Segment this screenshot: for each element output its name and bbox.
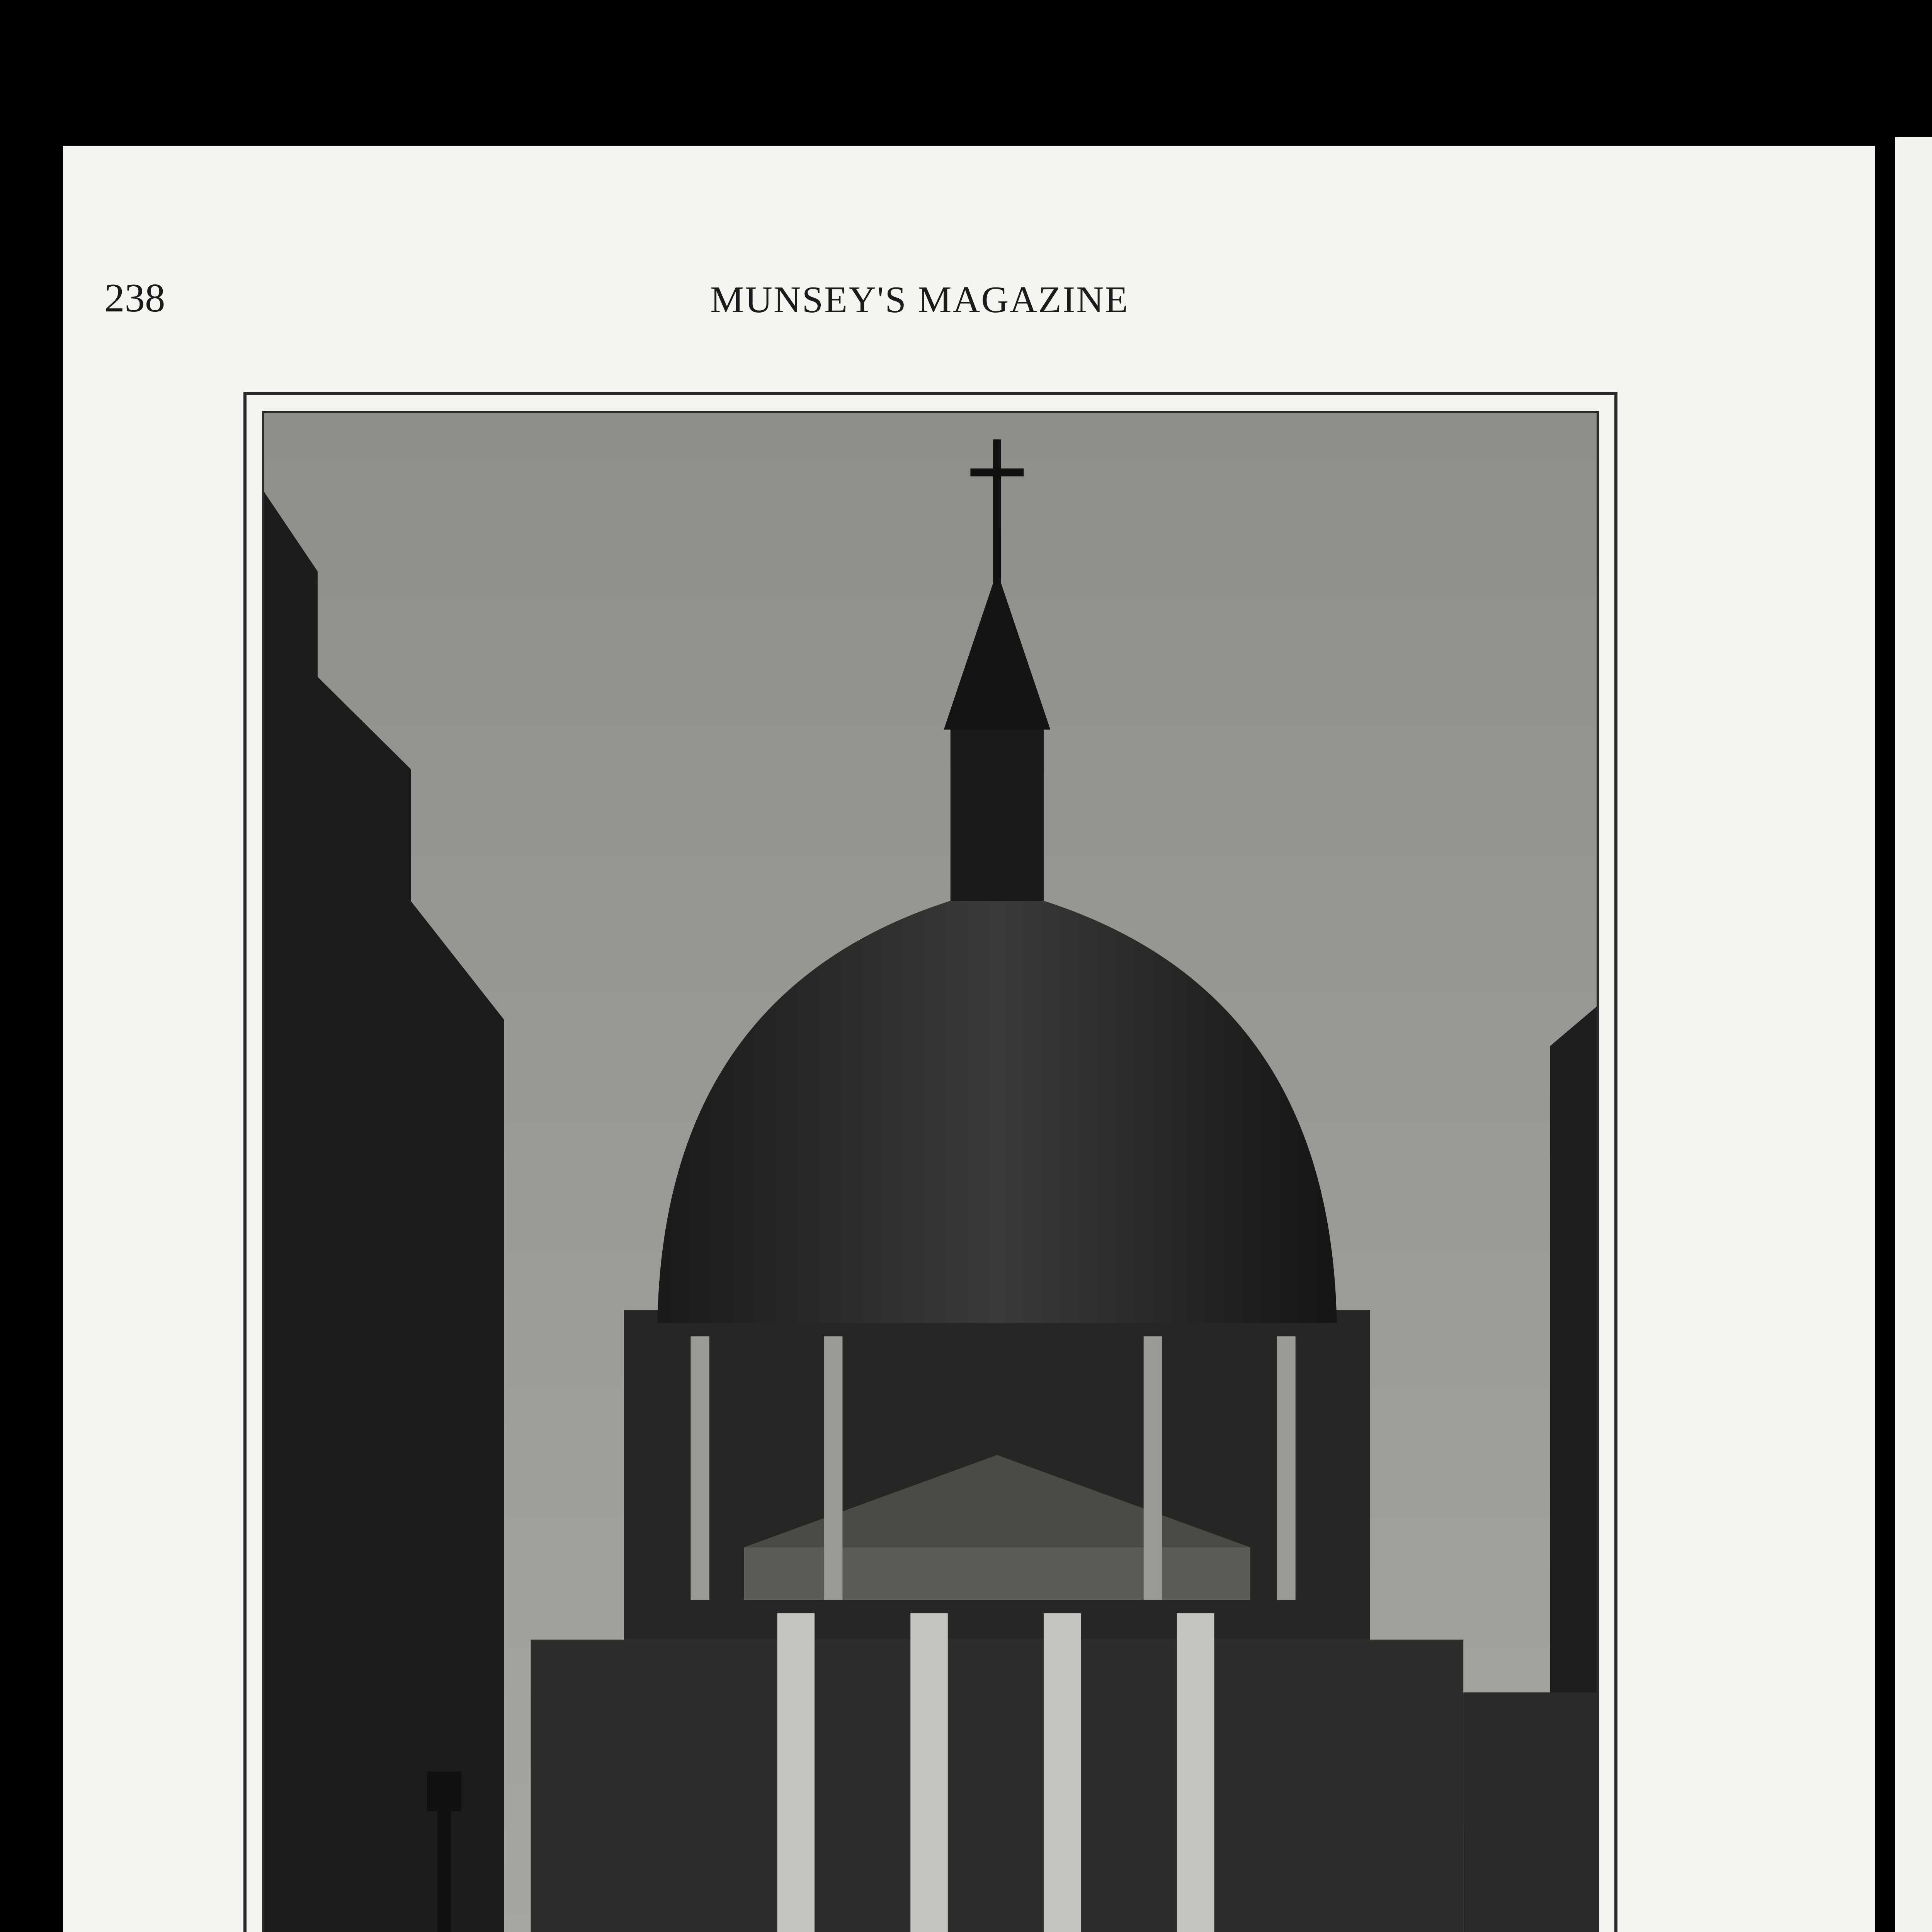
photo-frame (243, 392, 1617, 1932)
marble-church-image (264, 413, 1597, 1932)
running-header: MUNSEY'S MAGAZINE (710, 279, 1129, 321)
page-number: 238 (104, 275, 165, 320)
church-photograph (262, 411, 1599, 1932)
facing-page-edge (1895, 137, 1932, 1932)
